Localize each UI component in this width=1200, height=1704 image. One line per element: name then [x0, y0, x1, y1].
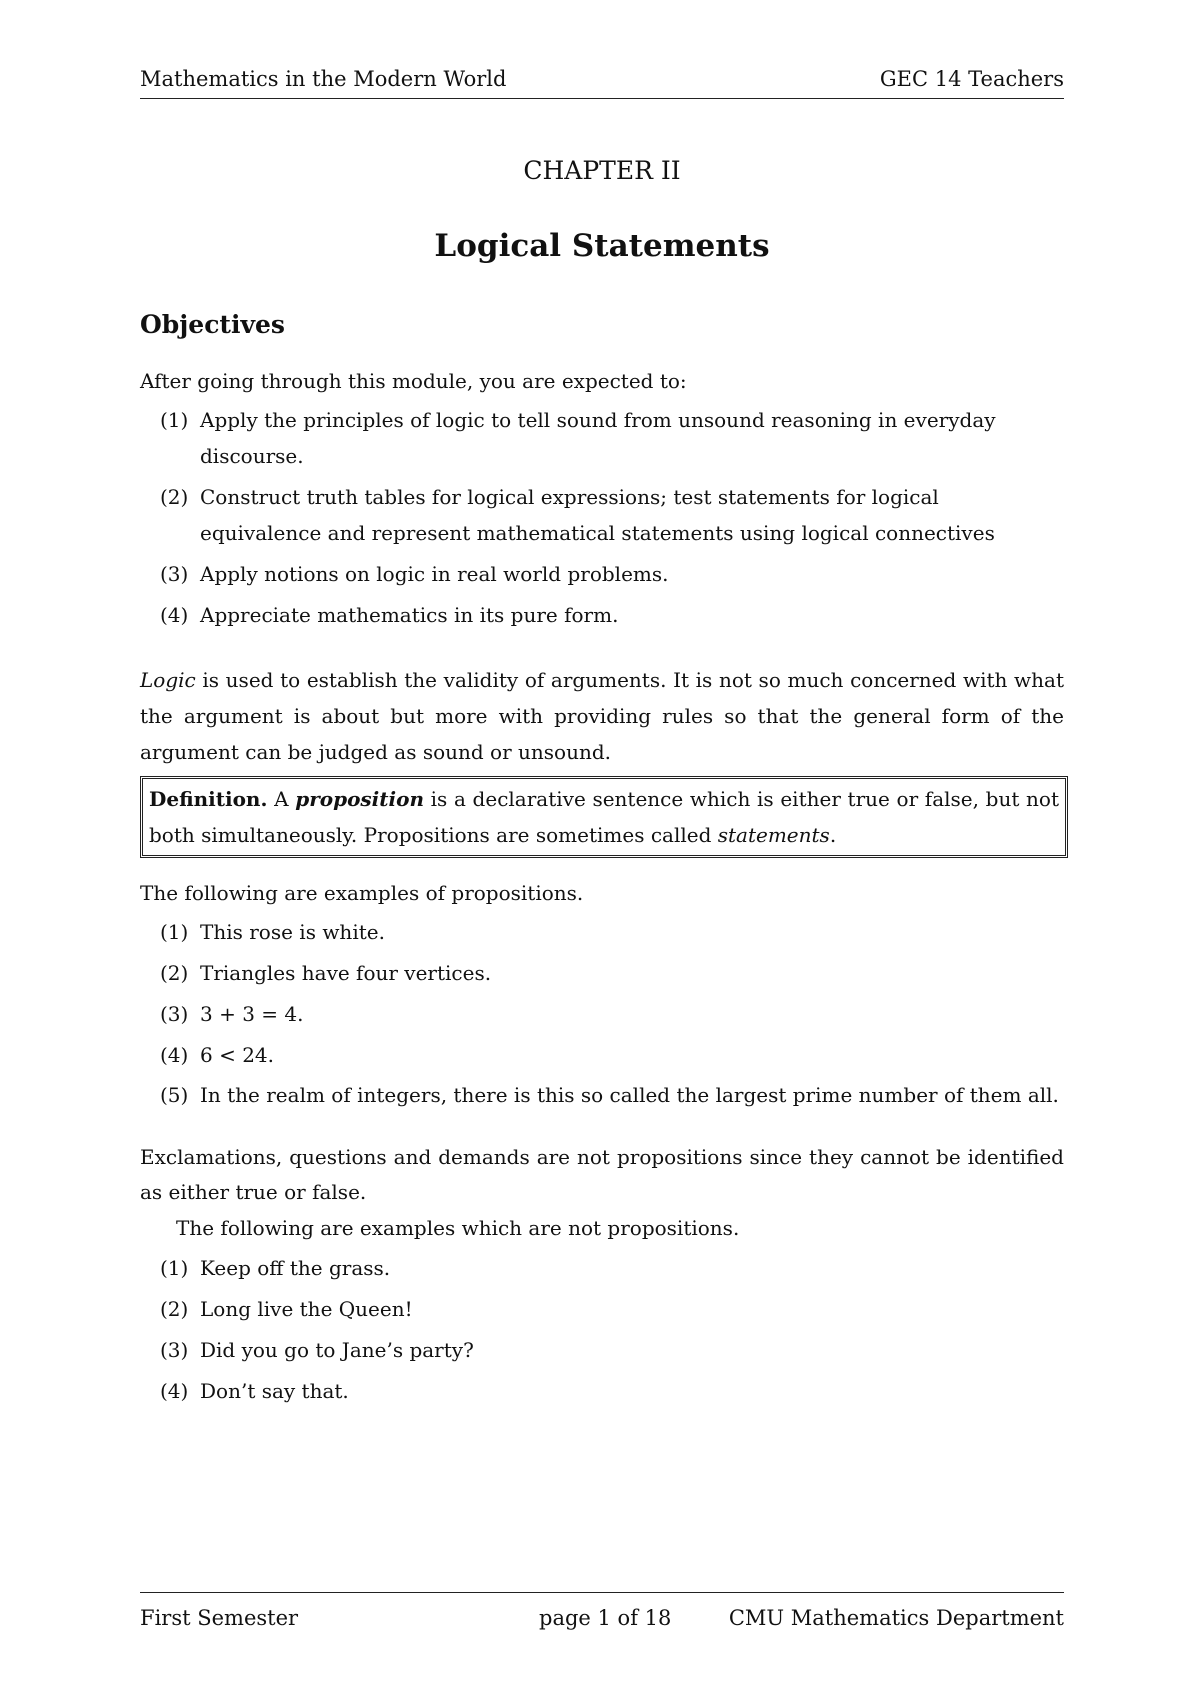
- header-course-title: Mathematics in the Modern World: [140, 67, 507, 91]
- list-item-number: (4): [160, 603, 189, 627]
- non-propositions-intro: The following are examples which are not propositions.: [176, 1216, 740, 1240]
- objectives-list: [140, 402, 1064, 638]
- page-title: Logical Statements: [434, 228, 770, 264]
- logic-term: Logic: [140, 668, 196, 692]
- list-item: [140, 1037, 1064, 1073]
- list-item: [140, 996, 1064, 1032]
- non-propositions-list: [140, 1250, 1064, 1409]
- propositions-list: [140, 914, 1064, 1112]
- list-item: [140, 1332, 1064, 1368]
- list-item-number: (3): [160, 1338, 189, 1362]
- definition-text-post: .: [829, 823, 837, 847]
- list-item: [140, 955, 1064, 991]
- list-item-number: (4): [160, 1043, 189, 1067]
- list-item-text: Apply the principles of logic to tell sound from unsound reasoning in everyday discourse.: [200, 408, 996, 468]
- running-footer: [140, 1592, 1064, 1635]
- list-item: [140, 597, 1064, 633]
- list-item-text: Did you go to Jane’s party?: [200, 1338, 474, 1362]
- list-item: [140, 1291, 1064, 1327]
- list-item: [140, 556, 1064, 592]
- document-page: [140, 0, 1064, 1704]
- list-item-number: (3): [160, 562, 189, 586]
- list-item-text: Appreciate mathematics in its pure form.: [200, 603, 619, 627]
- list-item: [140, 402, 1064, 474]
- list-item-number: (5): [160, 1083, 189, 1107]
- list-item-text: In the realm of integers, there is this so called the largest prime number of them all.: [200, 1083, 1059, 1107]
- definition-term: proposition: [295, 787, 424, 811]
- header-course-code: GEC 14 Teachers: [879, 67, 1064, 91]
- footer-semester: First Semester: [140, 1606, 299, 1630]
- list-item: [140, 1373, 1064, 1409]
- list-item-number: (2): [160, 485, 189, 509]
- list-item-text: Don’t say that.: [200, 1379, 349, 1403]
- chapter-label: CHAPTER II: [523, 156, 681, 185]
- running-header: [140, 66, 1064, 99]
- objectives-heading: Objectives: [140, 310, 285, 339]
- list-item: [140, 914, 1064, 950]
- footer-page-number: page 1 of 18: [539, 1606, 672, 1630]
- list-item-number: (3): [160, 1002, 189, 1026]
- definition-box: [140, 776, 1068, 858]
- list-item: [140, 1078, 1064, 1112]
- list-item-number: (1): [160, 1256, 189, 1280]
- list-item-text: Triangles have four vertices.: [200, 961, 492, 985]
- exclamations-paragraph: Exclamations, questions and demands are not propositions since they cannot be identified as either true or false.: [140, 1145, 1064, 1204]
- list-item-text: Keep off the grass.: [200, 1256, 391, 1280]
- list-item-text: Long live the Queen!: [200, 1297, 413, 1321]
- list-item-number: (4): [160, 1379, 189, 1403]
- objectives-intro: After going through this module, you are expected to:: [140, 369, 687, 393]
- list-item-text: Apply notions on logic in real world problems.: [200, 562, 669, 586]
- definition-term-2: statements: [717, 823, 830, 847]
- logic-paragraph-text: is used to establish the validity of arguments. It is not so much concerned with what the argument is about but more with providing rules so that the general form of the argument can be judged as sound or unsound.: [140, 668, 1064, 764]
- list-item-text: 3 + 3 = 4.: [200, 1002, 304, 1026]
- list-item-text: 6 < 24.: [200, 1043, 275, 1067]
- list-item-number: (2): [160, 961, 189, 985]
- list-item: [140, 479, 1064, 551]
- list-item-text: Construct truth tables for logical expressions; test statements for logical equivalence and represent mathematical statements using logical connectives: [200, 485, 995, 545]
- footer-department: CMU Mathematics Department: [728, 1606, 1064, 1630]
- propositions-intro: The following are examples of propositions.: [140, 881, 584, 905]
- definition-text-pre: A: [267, 787, 296, 811]
- list-item-number: (2): [160, 1297, 189, 1321]
- definition-label: Definition.: [149, 787, 268, 811]
- list-item-number: (1): [160, 920, 189, 944]
- list-item-number: (1): [160, 408, 189, 432]
- list-item: [140, 1250, 1064, 1286]
- list-item-text: This rose is white.: [200, 920, 385, 944]
- logic-paragraph: [140, 662, 1064, 770]
- definition-text: is a declarative sentence which is either true or false, but not both simultaneously. Propositions are sometimes called: [149, 787, 1059, 847]
